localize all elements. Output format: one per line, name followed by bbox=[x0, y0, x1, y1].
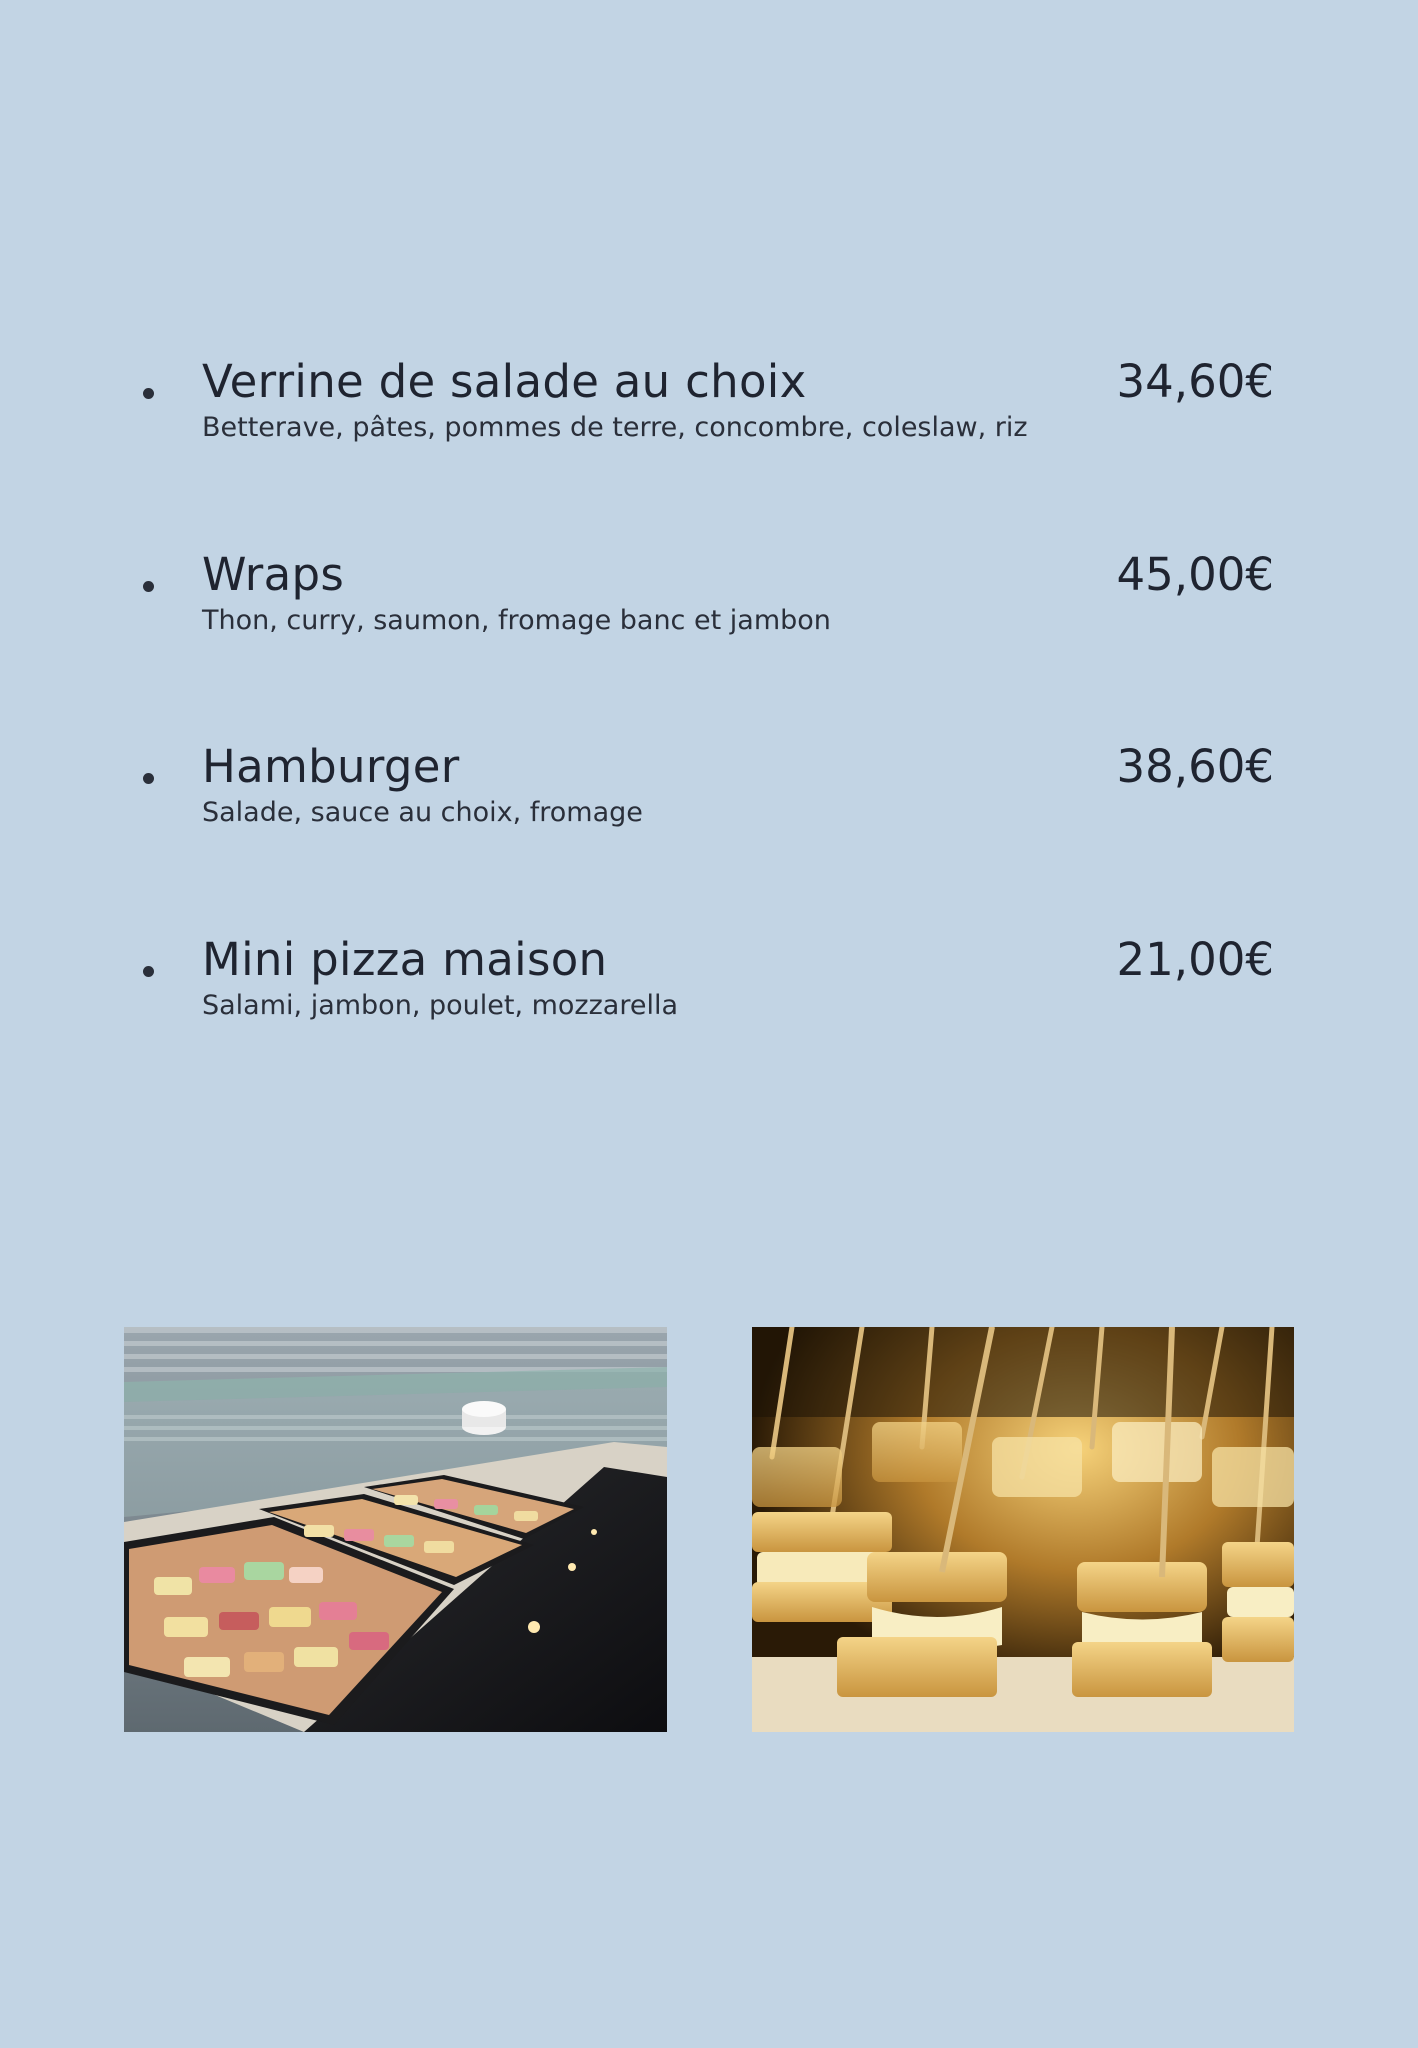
item-name: Hamburger bbox=[202, 740, 460, 793]
menu-item bbox=[0, 548, 1418, 707]
menu-item bbox=[0, 933, 1418, 1092]
item-description: Thon, curry, saumon, fromage banc et jambon bbox=[202, 605, 831, 636]
item-name: Verrine de salade au choix bbox=[202, 355, 807, 408]
buffet-counter-photo bbox=[124, 1327, 667, 1732]
item-price: 38,60€ bbox=[1116, 740, 1274, 793]
bullet-icon bbox=[143, 581, 154, 592]
item-description: Salami, jambon, poulet, mozzarella bbox=[202, 990, 678, 1021]
buffet-counter-image bbox=[124, 1327, 667, 1732]
item-name: Mini pizza maison bbox=[202, 933, 608, 986]
item-price: 45,00€ bbox=[1116, 548, 1274, 601]
menu-item bbox=[0, 740, 1418, 899]
bullet-icon bbox=[143, 773, 154, 784]
menu-item bbox=[0, 355, 1418, 514]
item-description: Salade, sauce au choix, fromage bbox=[202, 797, 643, 828]
item-name: Wraps bbox=[202, 548, 345, 601]
cheese-bites-photo bbox=[752, 1327, 1294, 1732]
item-price: 21,00€ bbox=[1116, 933, 1274, 986]
item-price: 34,60€ bbox=[1116, 355, 1274, 408]
bullet-icon bbox=[143, 966, 154, 977]
cheese-bites-image bbox=[752, 1327, 1294, 1732]
bullet-icon bbox=[143, 388, 154, 399]
item-description: Betterave, pâtes, pommes de terre, concombre, coleslaw, riz bbox=[202, 412, 1028, 443]
